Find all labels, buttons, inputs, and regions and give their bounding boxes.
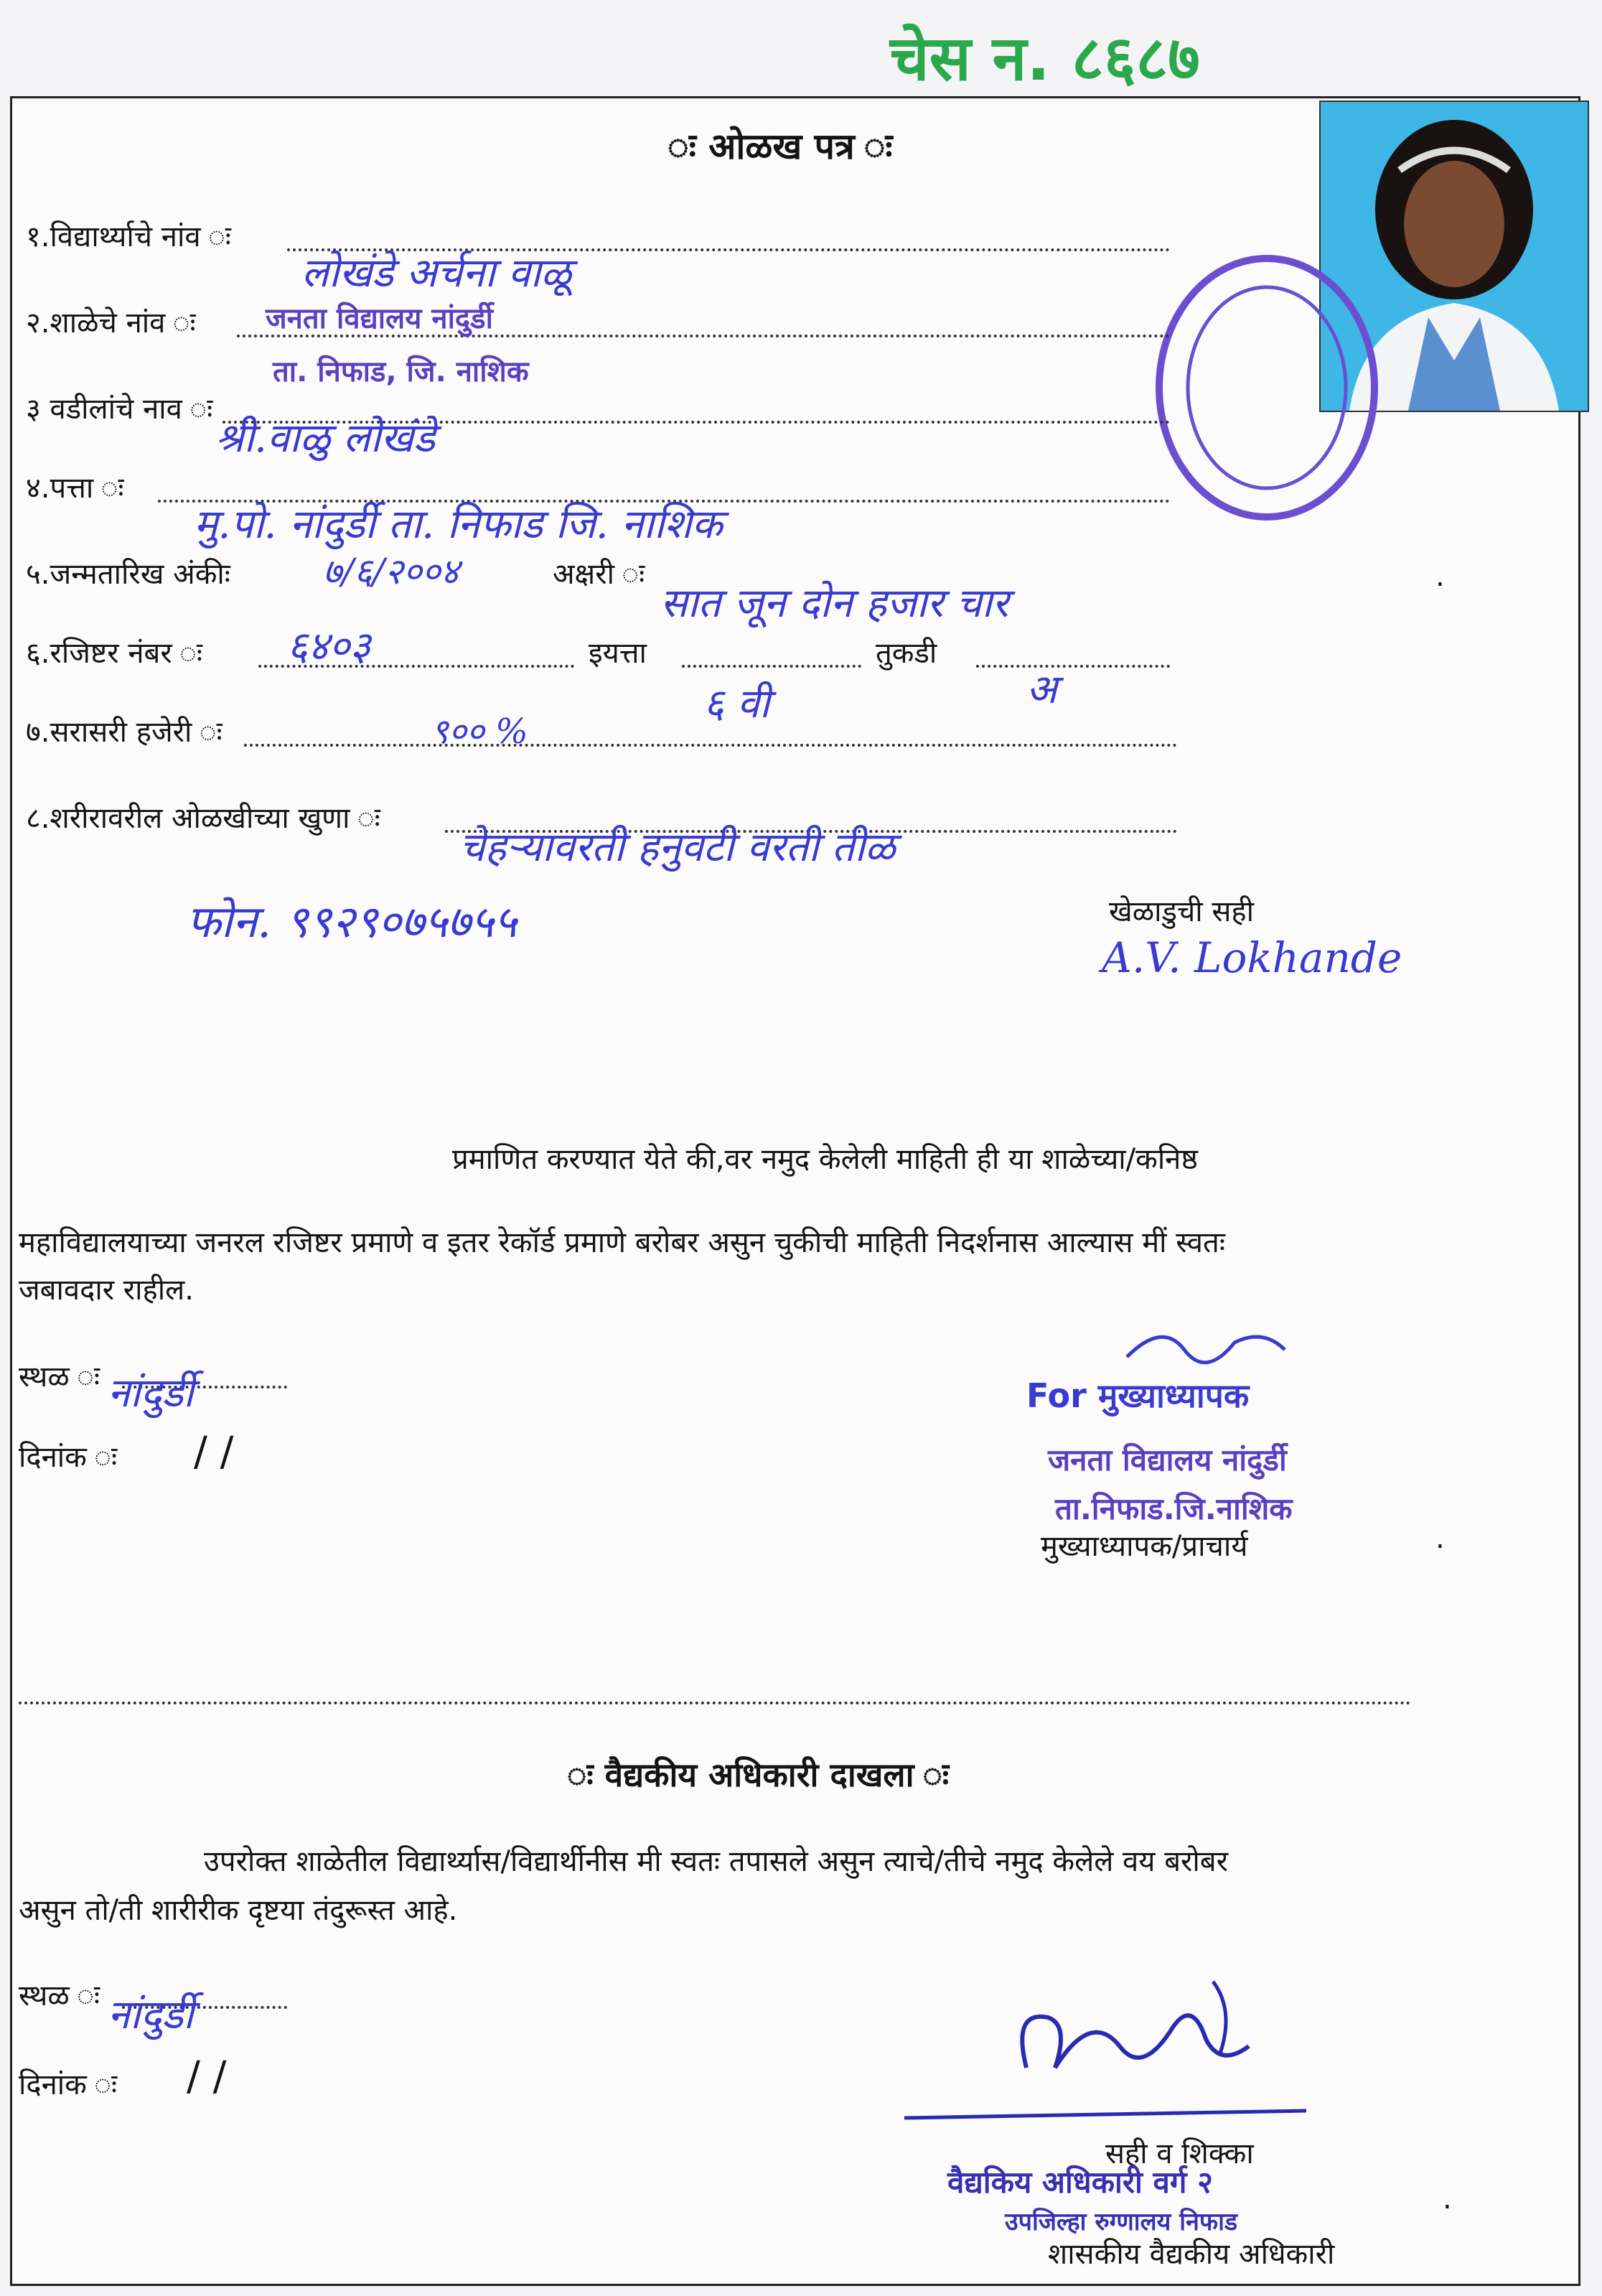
medical-signature-label: सही व शिक्का: [1105, 2137, 1254, 2170]
certification-line2: महाविद्यालयाच्या जनरल रजिष्टर प्रमाणे व इतर रेकॉर्ड प्रमाणे बरोबर असुन चुकीची माहिती निदर्शनास आल्यास मीं स्वतः: [19, 1226, 1225, 1259]
school-stamp-line2: ता. निफाड, जि. नाशिक: [273, 355, 529, 388]
dob-words-label: अक्षरी ः: [553, 558, 645, 591]
attendance-line: [244, 744, 1177, 747]
identification-marks-value: चेहऱ्यावरती हनुवटी वरती तीळ: [459, 824, 896, 871]
headmaster-stamp-line1: जनता विद्यालय नांदुर्डी: [1048, 1442, 1287, 1478]
medical-date-value: / /: [187, 2053, 227, 2100]
case-number-handwritten: चेस न. ८६८७: [890, 23, 1200, 95]
dot-mark-2: .: [1435, 1522, 1445, 1555]
certification-line3: जबावदार राहील.: [19, 1274, 194, 1307]
phone-handwritten: फोन. ९९२९०७५७५५: [187, 895, 517, 948]
medical-place-value: नांदुर्डी: [108, 1992, 194, 2038]
school-round-stamp: [1148, 244, 1385, 546]
father-name-value: श्री.वाळु लोखंडे: [215, 415, 436, 462]
headmaster-signature-scribble: [1120, 1321, 1292, 1378]
player-signature-label: खेळाडुची सही: [1109, 895, 1254, 928]
student-name-value: लोखंडे अर्चना वाळू: [301, 250, 571, 297]
certification-line1: प्रमाणित करण्यात येते की,वर नमुद केलेली माहिती ही या शाळेच्या/कनिष्ठ: [452, 1143, 1198, 1176]
date-label: दिनांक ः: [19, 1441, 118, 1474]
medical-title: ः वैद्यकीय अधिकारी दाखला ः: [567, 1755, 950, 1794]
medical-place-label: स्थळ ः: [19, 1979, 100, 2012]
dob-digits-value: ७/६/२००४: [323, 551, 459, 592]
division-value: अ: [1026, 666, 1057, 713]
medical-date-label: दिनांक ः: [19, 2068, 118, 2101]
register-number-label: ६.रजिष्टर नंबर ः: [26, 637, 202, 670]
date-value: / /: [194, 1429, 234, 1475]
medical-line1: उपरोक्त शाळेतील विद्यार्थ्यास/विद्यार्थीनीस मी स्वतः तपासले असुन त्याचे/तीचे नमुद केलेले वय बरोबर: [204, 1845, 1228, 1878]
class-value: ६ वी: [703, 681, 770, 727]
attendance-value: ९०० %: [431, 711, 528, 752]
register-number-value: ६४०३: [287, 623, 371, 670]
medical-stamp-line1: वैद्यकिय अधिकारी वर्ग २: [947, 2165, 1213, 2200]
medical-officer-signature-scribble: [904, 1967, 1306, 2139]
medical-line2: असुन तो/ती शारीरीक दृष्टया तंदुरूस्त आहे.: [19, 1894, 458, 1927]
place-value: नांदुर्डी: [108, 1370, 194, 1417]
headmaster-stamp-line2: ता.निफाड.जि.नाशिक: [1055, 1491, 1293, 1526]
dot-mark: .: [1435, 560, 1445, 593]
address-label: ४.पत्ता ः: [26, 472, 124, 505]
student-name-label: १.विद्यार्थ्याचे नांव ः: [26, 220, 231, 253]
dob-words-value: सात जून दोन हजार चार: [660, 580, 1009, 627]
medical-stamp-line2: उपजिल्हा रुग्णालय निफाड: [1005, 2208, 1238, 2236]
school-stamp-line1: जनता विद्यालय नांदुर्डी: [266, 302, 493, 335]
school-name-label: २.शाळेचे नांव ः: [26, 307, 196, 340]
attendance-label: ७.सरासरी हजेरी ः: [26, 716, 222, 749]
dob-label: ५.जन्मतारिख अंकीः: [26, 558, 230, 591]
division-line: [976, 665, 1170, 668]
address-value: मु.पो. नांदुर्डी ता. निफाड जि. नाशिक: [194, 501, 723, 548]
class-line: [682, 665, 861, 668]
dot-mark-3: .: [1443, 2183, 1452, 2216]
section-divider: [19, 1702, 1411, 1704]
identification-marks-label: ८.शरीरावरील ओळखीच्या खुणा ः: [26, 802, 380, 835]
father-name-label: ३ वडीलांचे नाव ः: [26, 393, 213, 426]
headmaster-for-label: For मुख्याध्यापक: [1026, 1376, 1250, 1415]
division-label: तुकडी: [876, 637, 937, 670]
place-label: स्थळ ः: [19, 1361, 100, 1394]
medical-officer-label: शासकीय वैद्यकीय अधिकारी: [1048, 2238, 1335, 2271]
class-label: इयत्ता: [589, 637, 647, 670]
player-signature-value: A.V. Lokhande: [1102, 933, 1402, 982]
headmaster-principal-label: मुख्याध्यापक/प्राचार्य: [1041, 1530, 1248, 1563]
form-title: ः ओळख पत्र ः: [668, 126, 893, 167]
